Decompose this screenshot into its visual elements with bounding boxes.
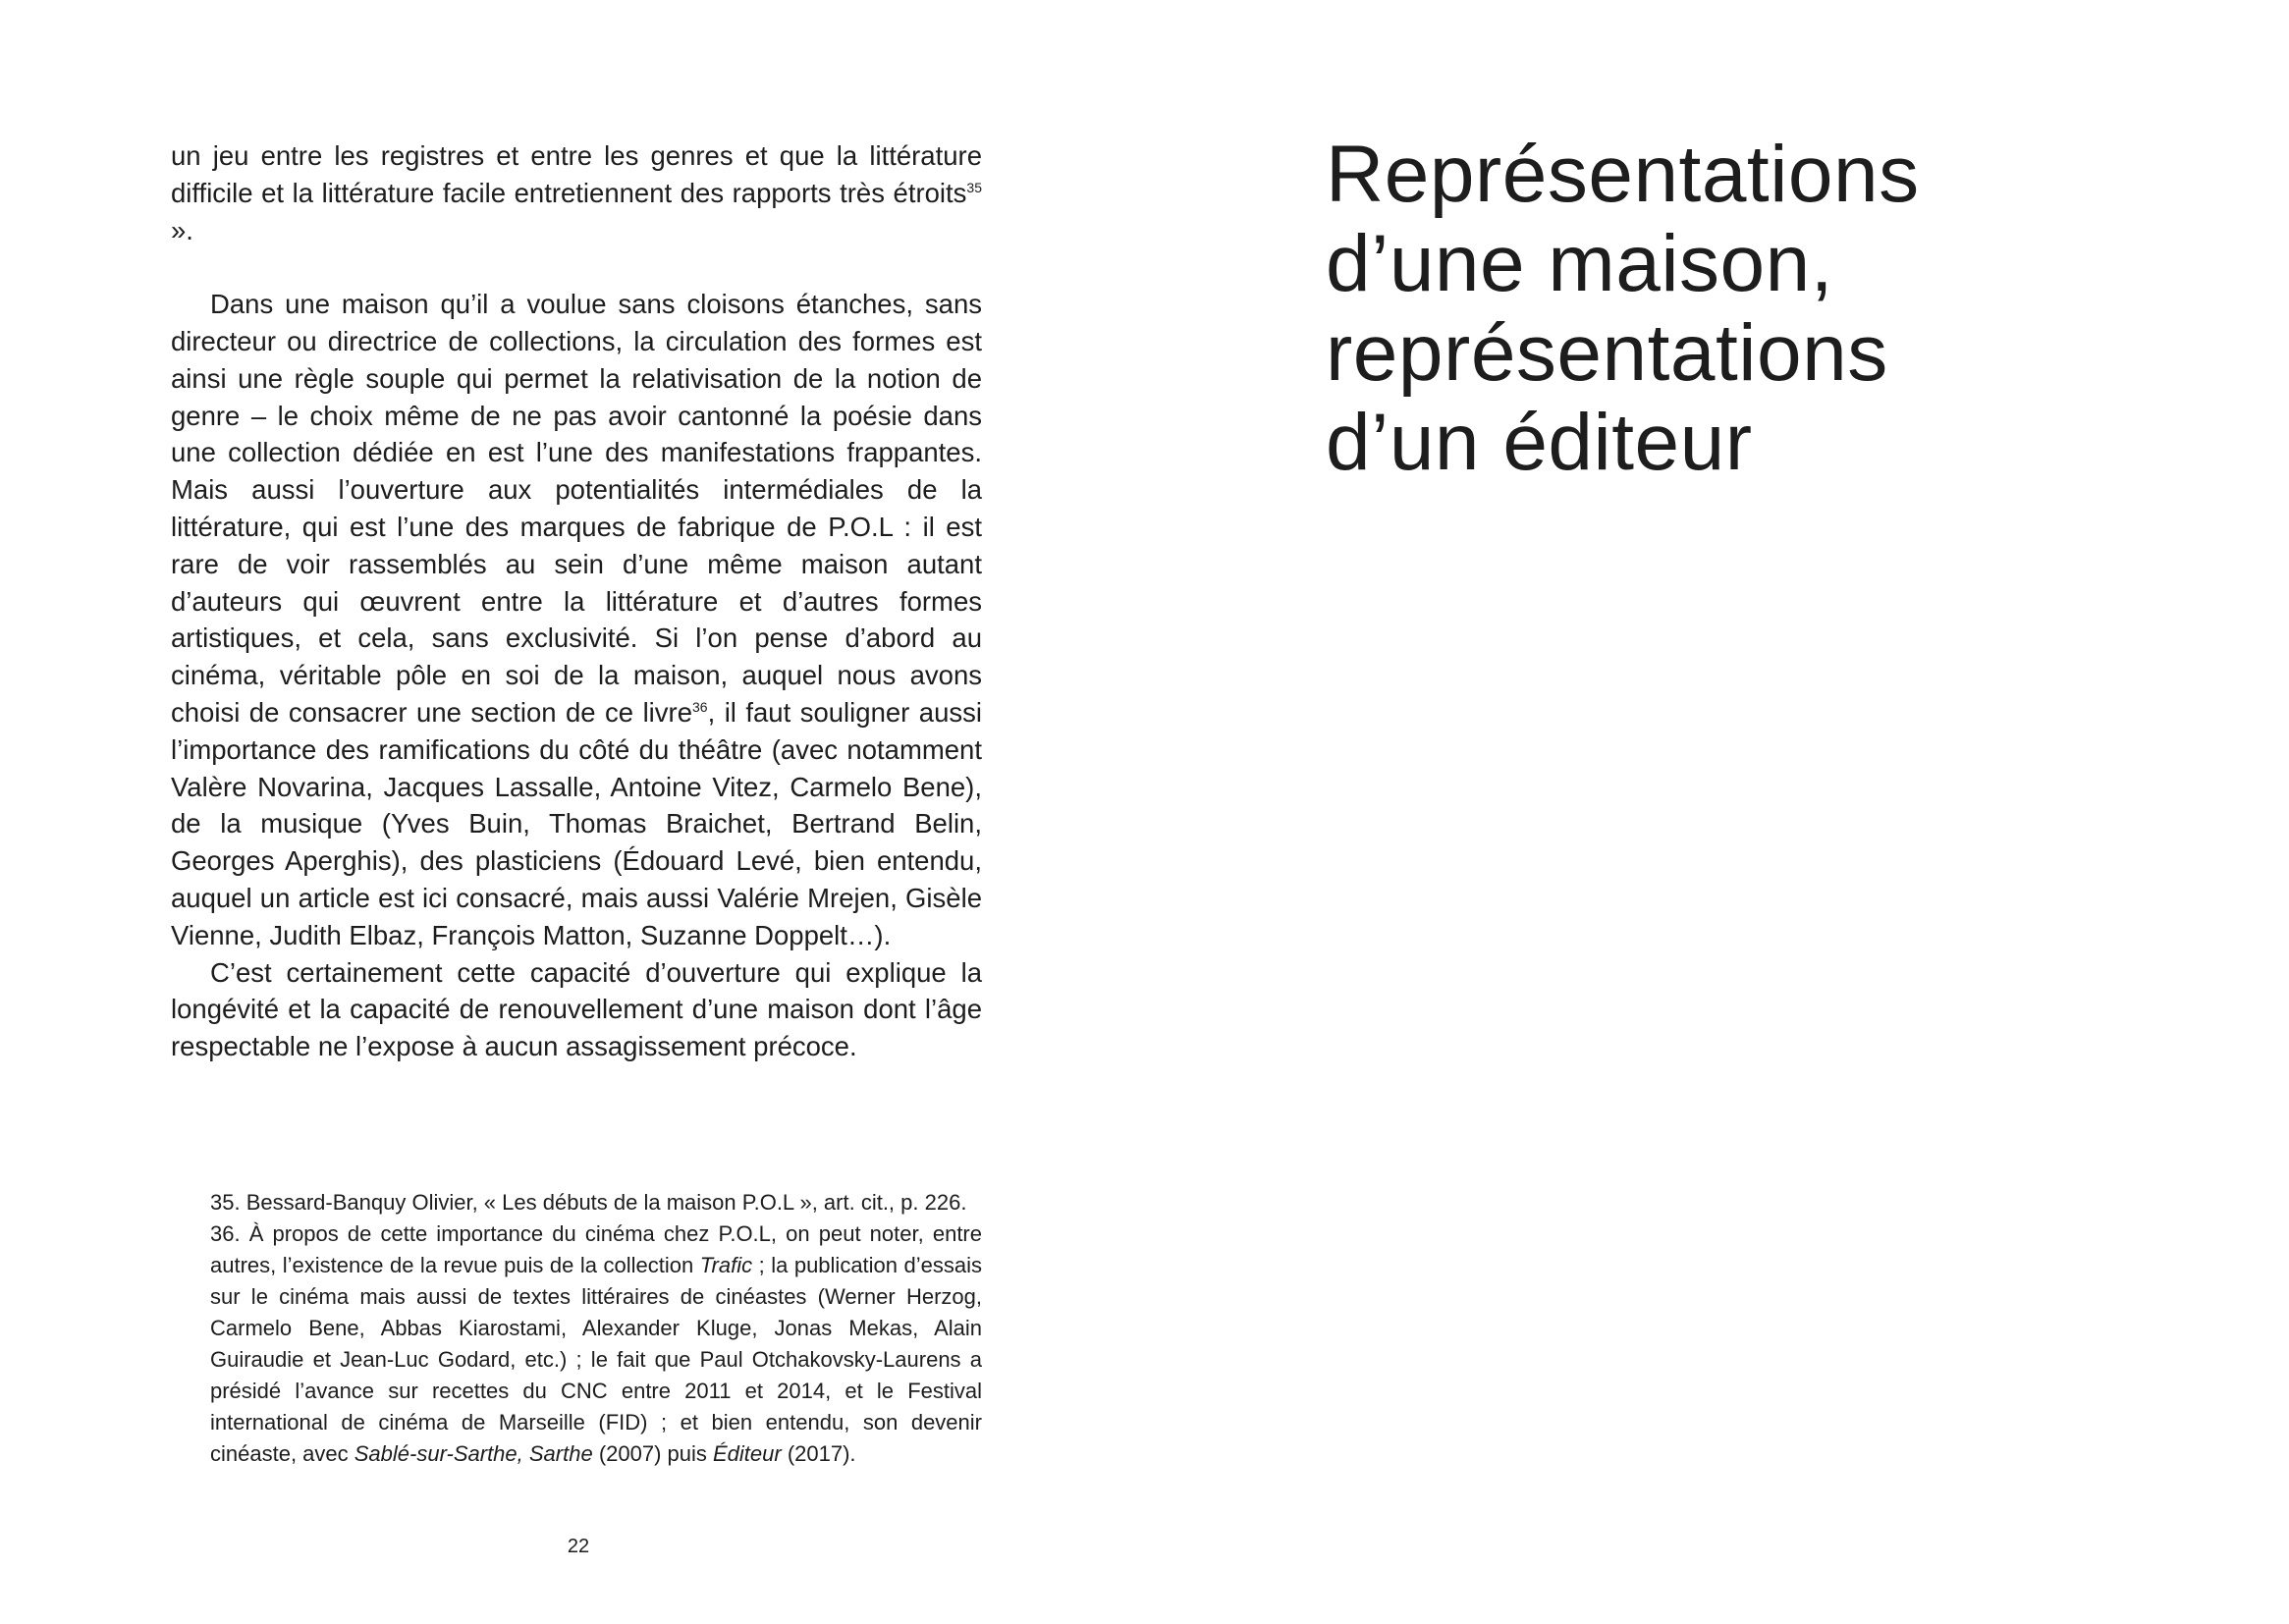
footnote-36-text-d: (2017).	[781, 1441, 856, 1466]
section-title-line-4: d’un éditeur	[1326, 398, 1753, 487]
footnote-36-italic-film-1: Sablé-sur-Sarthe, Sarthe	[354, 1441, 593, 1466]
paragraph-3-text: C’est certainement cette capacité d’ouverture qui explique la longévité et la capacité de renouvellement d’une maison dont l’âge respectable ne l’expose à aucun assagissement précoce.	[171, 956, 982, 1062]
left-page	[171, 137, 982, 1065]
paragraph-continued-end: ».	[171, 214, 193, 245]
paragraph-2	[171, 286, 982, 953]
footnote-36-text-b: ; la publication d’essais sur le cinéma mais aussi de textes littéraires de cinéastes (Werner Herzog, Carmelo Bene, Abbas Kiarostami, Alexander Kluge, Jonas Mekas, Alain Guiraudie et Jean-Luc Godard, etc.) ; le fait que Paul Otchakovsky-Laurens a présidé l’avance sur recettes du CNC entre 2011 et 2014, et le Festival international de cinéma de Marseille (FID) ; et bien entendu, son devenir cinéaste, avec	[210, 1253, 982, 1466]
footnote-36-text-a: 36. À propos de cette importance du cinéma chez P.O.L, on peut noter, entre autres, l’existence de la revue puis de la collection	[210, 1221, 982, 1277]
paragraph-continued-text: un jeu entre les registres et entre les genres et que la littérature difficile et la littérature facile entretiennent des rapports très étroits	[171, 140, 982, 208]
paragraph-continued	[171, 137, 982, 248]
note-ref-36[interactable]: 36	[692, 698, 708, 715]
paragraph-2-text-b: , il faut souligner aussi l’importance des ramifications du côté du théâtre (avec notamment Valère Novarina, Jacques Lassalle, Antoine Vitez, Carmelo Bene), de la musique (Yves Buin, Thomas Braichet, Bertrand Belin, Georges Aperghis), des plasticiens (Édouard Levé, bien entendu, auquel un article est ici consacré, mais aussi Valérie Mrejen, Gisèle Vienne, Judith Elbaz, François Matton, Suzanne Doppelt…).	[171, 696, 982, 950]
section-title-line-1: Représentations	[1326, 130, 1920, 219]
footnote-36	[210, 1218, 982, 1470]
paragraph-2-text-a: Dans une maison qu’il a voulue sans cloisons étanches, sans directeur ou directrice de collections, la circulation des formes est ainsi une règle souple qui permet la relativisation de la notion de genre – le choix même de ne pas avoir cantonné la poésie dans une collection dédiée en est l’une des manifestations frappantes. Mais aussi l’ouverture aux potentialités intermédiales de la littérature, qui est l’une des marques de fabrique de P.O.L : il est rare de voir rassemblés au sein d’une même maison autant d’auteurs qui œuvrent entre la littérature et d’autres formes artistiques, et cela, sans exclusivité. Si l’on pense d’abord au cinéma, véritable pôle en soi de la maison, auquel nous avons choisi de consacrer une section de ce livre	[171, 289, 982, 728]
footnote-35: 35. Bessard-Banquy Olivier, « Les débuts de la maison P.O.L », art. cit., p. 226.	[210, 1190, 967, 1215]
paragraph-3	[171, 954, 982, 1065]
footnote-36-italic-trafic: Trafic	[699, 1253, 753, 1277]
section-title-line-2: d’une maison,	[1326, 219, 1834, 308]
note-ref-35[interactable]: 35	[966, 179, 982, 195]
section-title	[1326, 130, 2209, 487]
footnotes	[210, 1187, 982, 1470]
footnote-36-text-c: (2007) puis	[592, 1441, 713, 1466]
footnote-36-italic-film-2: Éditeur	[713, 1441, 782, 1466]
section-title-line-3: représentations	[1326, 308, 1888, 398]
paragraph-gap	[171, 248, 982, 286]
page-number: 22	[567, 1536, 590, 1557]
